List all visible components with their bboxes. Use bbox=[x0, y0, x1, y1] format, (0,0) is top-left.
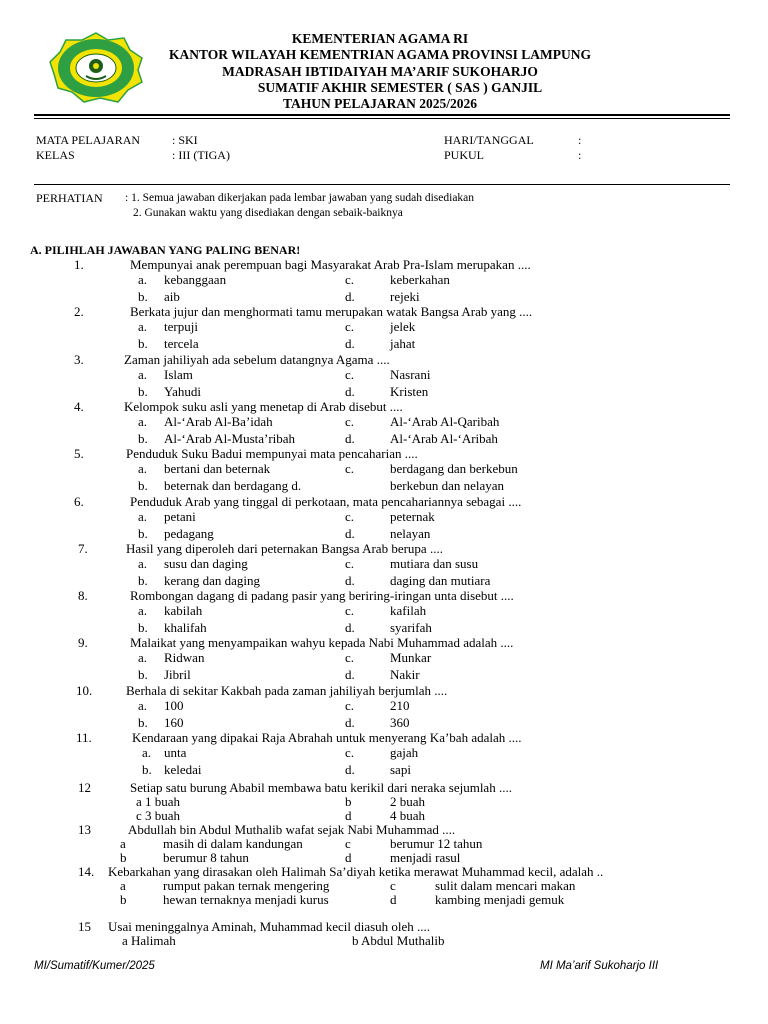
option-b: Yahudi bbox=[164, 384, 201, 399]
option-a: masih di dalam kandungan bbox=[163, 836, 303, 851]
option-d: sapi bbox=[390, 762, 411, 777]
option-b: keledai bbox=[164, 762, 202, 777]
option-c: gajah bbox=[390, 745, 419, 760]
option-label: b. bbox=[138, 431, 148, 446]
option-label: b bbox=[120, 850, 127, 865]
option-c: peternak bbox=[390, 509, 435, 524]
attention-label: PERHATIAN bbox=[36, 191, 103, 205]
option-a: Ridwan bbox=[164, 650, 205, 665]
question-number: 4. bbox=[74, 399, 84, 414]
question-text: Usai meninggalnya Aminah, Muhammad kecil diasuh oleh .... bbox=[108, 919, 431, 934]
option-label: c bbox=[345, 836, 351, 851]
option-d: Al-‘Arab Al-‘Aribah bbox=[390, 431, 498, 446]
question-text: Rombongan dagang di padang pasir yang beriring-iringan unta disebut .... bbox=[130, 588, 514, 603]
question-text: Setiap satu burung Ababil membawa batu kerikil dari neraka sejumlah .... bbox=[130, 780, 512, 795]
option-label: b. bbox=[138, 715, 148, 730]
time-label: PUKUL bbox=[444, 148, 485, 162]
option-d: kambing menjadi gemuk bbox=[435, 892, 565, 907]
option-d: Kristen bbox=[390, 384, 429, 399]
option-label: a bbox=[120, 878, 126, 893]
option-b: berumur 8 tahun bbox=[163, 850, 249, 865]
question-number: 10. bbox=[76, 683, 93, 698]
option-d: syarifah bbox=[390, 620, 432, 635]
option-a: 100 bbox=[164, 698, 184, 713]
option-a: unta bbox=[164, 745, 187, 760]
question-number: 5. bbox=[74, 446, 84, 461]
option-b: aib bbox=[164, 289, 180, 304]
question-text: Berhala di sekitar Kakbah pada zaman jahiliyah berjumlah .... bbox=[126, 683, 448, 698]
option-a: kebanggaan bbox=[164, 272, 227, 287]
question-number: 1. bbox=[74, 257, 84, 272]
option-label: b bbox=[345, 794, 352, 809]
option-label: a. bbox=[138, 461, 148, 476]
option-label: d. bbox=[345, 620, 355, 635]
option-label: a. bbox=[138, 650, 148, 665]
option-b: khalifah bbox=[164, 620, 207, 635]
question-number: 6. bbox=[74, 494, 84, 509]
header-line-5: TAHUN PELAJARAN 2025/2026 bbox=[282, 96, 477, 111]
question-text: Mempunyai anak perempuan bagi Masyarakat Arab Pra-Islam merupakan .... bbox=[130, 257, 531, 272]
option-a: susu dan daging bbox=[164, 556, 248, 571]
option-label: a. bbox=[138, 603, 148, 618]
option-c: berdagang dan berkebun bbox=[390, 461, 518, 476]
option-d: menjadi rasul bbox=[390, 850, 461, 865]
option-label: d. bbox=[345, 336, 355, 351]
question-text: Penduduk Arab yang tinggal di perkotaan, mata pencahariannya sebagai .... bbox=[130, 494, 522, 509]
option-label: b. bbox=[138, 384, 148, 399]
option-label: d bbox=[345, 808, 352, 823]
option-label: a. bbox=[138, 414, 148, 429]
question-text: Penduduk Suku Badui mempunyai mata pencaharian .... bbox=[126, 446, 418, 461]
option-b: hewan ternaknya menjadi kurus bbox=[163, 892, 329, 907]
school-logo bbox=[48, 32, 144, 104]
question-number: 2. bbox=[74, 304, 84, 319]
option-c: keberkahan bbox=[390, 272, 450, 287]
subject-label: MATA PELAJARAN bbox=[36, 133, 141, 147]
option-label: a. bbox=[138, 272, 148, 287]
option-c: berumur 12 tahun bbox=[390, 836, 483, 851]
option-d: 360 bbox=[390, 715, 410, 730]
day-value: : bbox=[578, 133, 582, 147]
question-number: 7. bbox=[78, 541, 88, 556]
header-line-3: MADRASAH IBTIDAIYAH MA’ARIF SUKOHARJO bbox=[222, 64, 538, 79]
option-label: a. bbox=[138, 367, 148, 382]
option-label: c. bbox=[345, 556, 355, 571]
option-d: rejeki bbox=[390, 289, 420, 304]
option-b: kerang dan daging bbox=[164, 573, 261, 588]
option-d: 4 buah bbox=[390, 808, 426, 823]
option-b: tercela bbox=[164, 336, 199, 351]
option-c: c 3 buah bbox=[136, 808, 181, 823]
option-a: a 1 buah bbox=[136, 794, 181, 809]
option-b: 160 bbox=[164, 715, 184, 730]
option-b: Al-‘Arab Al-Musta’ribah bbox=[164, 431, 296, 446]
time-value: : bbox=[578, 148, 582, 162]
option-label: d. bbox=[345, 431, 355, 446]
option-label: d. bbox=[345, 384, 355, 399]
info-rule bbox=[34, 184, 730, 185]
option-label: c bbox=[390, 878, 396, 893]
attention-line-2: 2. Gunakan waktu yang disediakan dengan sebaik-baiknya bbox=[133, 207, 403, 219]
option-b: 2 buah bbox=[390, 794, 426, 809]
question-number: 11. bbox=[76, 730, 92, 745]
question-number: 14. bbox=[78, 864, 95, 879]
subject-value: : SKI bbox=[172, 133, 198, 147]
footer-right: MI Ma’arif Sukoharjo III bbox=[540, 960, 659, 972]
option-a: bertani dan beternak bbox=[164, 461, 271, 476]
option-label: c. bbox=[345, 272, 355, 287]
option-label: b. bbox=[138, 478, 148, 493]
option-label: c. bbox=[345, 414, 355, 429]
option-b: beternak dan berdagang d. bbox=[164, 478, 302, 493]
day-label: HARI/TANGGAL bbox=[444, 133, 534, 147]
option-label: a. bbox=[138, 556, 148, 571]
option-c: sulit dalam mencari makan bbox=[435, 878, 576, 893]
footer-left: MI/Sumatif/Kumer/2025 bbox=[34, 960, 155, 972]
question-number: 9. bbox=[78, 635, 88, 650]
option-label: c. bbox=[345, 745, 355, 760]
option-label: a. bbox=[138, 509, 148, 524]
option-c: Munkar bbox=[390, 650, 432, 665]
option-label: d. bbox=[345, 762, 355, 777]
option-a: petani bbox=[164, 509, 196, 524]
option-a: terpuji bbox=[164, 319, 198, 334]
question-number: 3. bbox=[74, 352, 84, 367]
class-label: KELAS bbox=[36, 148, 75, 162]
option-label: b. bbox=[138, 667, 148, 682]
option-label: b. bbox=[138, 336, 148, 351]
option-label: a. bbox=[142, 745, 152, 760]
option-label: c. bbox=[345, 461, 355, 476]
option-label: a. bbox=[138, 698, 148, 713]
question-number: 12 bbox=[78, 780, 91, 795]
option-label: d bbox=[390, 892, 397, 907]
option-label: a bbox=[120, 836, 126, 851]
option-label: b. bbox=[138, 526, 148, 541]
option-label: c. bbox=[345, 367, 355, 382]
option-label: c. bbox=[345, 698, 355, 713]
section-title: A. PILIHLAH JAWABAN YANG PALING BENAR! bbox=[30, 243, 301, 257]
option-label: b. bbox=[142, 762, 152, 777]
option-label: b. bbox=[138, 620, 148, 635]
option-c: Al-‘Arab Al-Qaribah bbox=[390, 414, 500, 429]
option-b: pedagang bbox=[164, 526, 214, 541]
option-d: daging dan mutiara bbox=[390, 573, 491, 588]
option-d: berkebun dan nelayan bbox=[390, 478, 505, 493]
option-label: a. bbox=[138, 319, 148, 334]
header-line-4: SUMATIF AKHIR SEMESTER ( SAS ) GANJIL bbox=[257, 80, 543, 95]
class-value: : III (TIGA) bbox=[172, 148, 230, 162]
option-c: kafilah bbox=[390, 603, 427, 618]
question-text: Malaikat yang menyampaikan wahyu kepada Nabi Muhammad adalah .... bbox=[130, 635, 514, 650]
question-number: 13 bbox=[78, 822, 91, 837]
attention-line-1: : 1. Semua jawaban dikerjakan pada lembar jawaban yang sudah disediakan bbox=[125, 192, 475, 204]
header-line-1: KEMENTERIAN AGAMA RI bbox=[291, 31, 469, 46]
option-a: kabilah bbox=[164, 603, 203, 618]
option-c: 210 bbox=[390, 698, 410, 713]
option-label: b. bbox=[138, 573, 148, 588]
question-text: Abdullah bin Abdul Muthalib wafat sejak Nabi Muhammad .... bbox=[128, 822, 456, 837]
option-b: b Abdul Muthalib bbox=[352, 933, 445, 948]
question-text: Kelompok suku asli yang menetap di Arab disebut .... bbox=[124, 399, 403, 414]
option-label: d bbox=[345, 850, 352, 865]
question-text: Berkata jujur dan menghormati tamu merupakan watak Bangsa Arab yang .... bbox=[130, 304, 533, 319]
header-line-2: KANTOR WILAYAH KEMENTRIAN AGAMA PROVINSI LAMPUNG bbox=[169, 47, 591, 62]
option-a: rumput pakan ternak mengering bbox=[163, 878, 330, 893]
option-label: c. bbox=[345, 650, 355, 665]
question-text: Kebarkahan yang dirasakan oleh Halimah Sa’diyah ketika merawat Muhammad kecil, adalah .. bbox=[108, 864, 604, 879]
header-rule-thick bbox=[34, 114, 730, 116]
question-text: Zaman jahiliyah ada sebelum datangnya Agama .... bbox=[124, 352, 390, 367]
option-label: d. bbox=[345, 573, 355, 588]
option-label: d. bbox=[345, 715, 355, 730]
option-c: Nasrani bbox=[390, 367, 431, 382]
option-label: b bbox=[120, 892, 127, 907]
option-d: nelayan bbox=[390, 526, 431, 541]
option-c: mutiara dan susu bbox=[390, 556, 479, 571]
question-number: 8. bbox=[78, 588, 88, 603]
question-text: Hasil yang diperoleh dari peternakan Bangsa Arab berupa .... bbox=[126, 541, 443, 556]
option-label: d. bbox=[345, 667, 355, 682]
option-label: c. bbox=[345, 603, 355, 618]
option-label: d. bbox=[345, 289, 355, 304]
option-label: c. bbox=[345, 319, 355, 334]
option-a: a Halimah bbox=[122, 933, 176, 948]
option-label: d. bbox=[345, 526, 355, 541]
header-rule-thin bbox=[34, 118, 730, 119]
question-number: 15 bbox=[78, 919, 91, 934]
question-text: Kendaraan yang dipakai Raja Abrahah untuk menyerang Ka’bah adalah .... bbox=[132, 730, 522, 745]
option-a: Islam bbox=[164, 367, 193, 382]
option-b: Jibril bbox=[164, 667, 191, 682]
option-d: Nakir bbox=[390, 667, 420, 682]
option-d: jahat bbox=[390, 336, 416, 351]
option-a: Al-‘Arab Al-Ba’idah bbox=[164, 414, 273, 429]
option-label: c. bbox=[345, 509, 355, 524]
option-c: jelek bbox=[390, 319, 416, 334]
option-label: b. bbox=[138, 289, 148, 304]
